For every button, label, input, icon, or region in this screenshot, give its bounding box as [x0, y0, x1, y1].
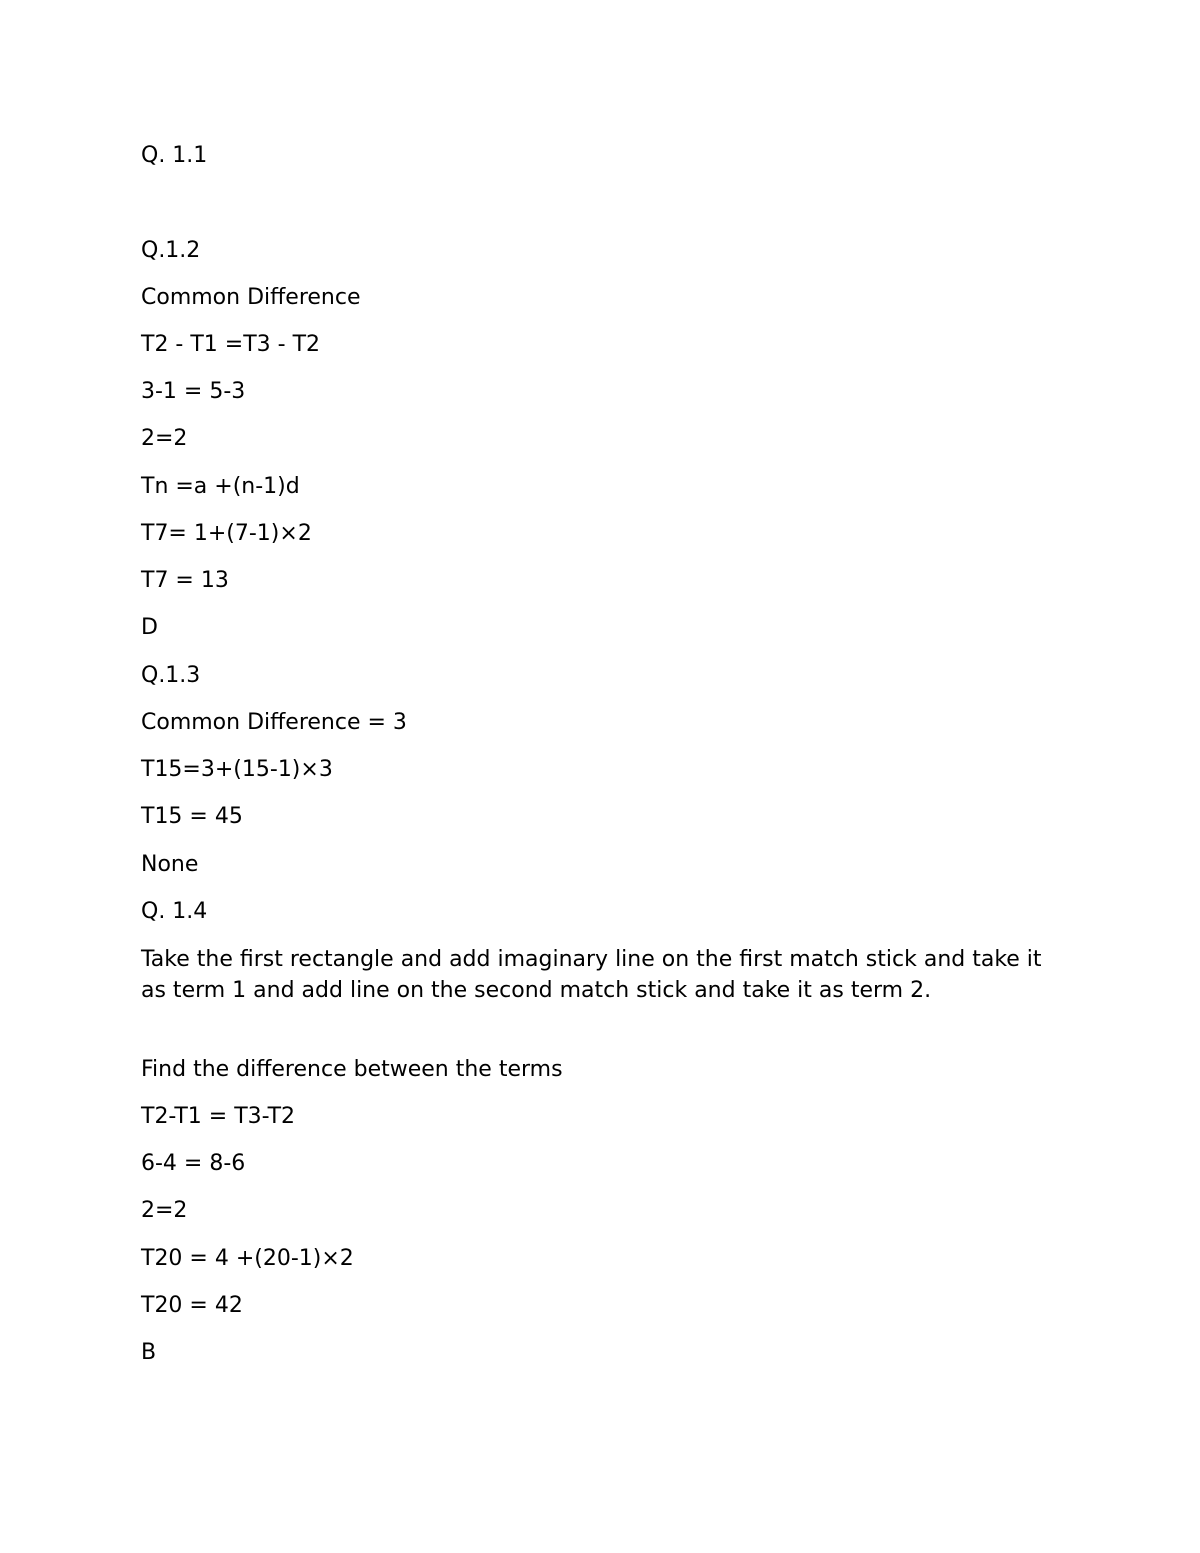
text-line: Find the difference between the terms: [141, 1057, 563, 1082]
question-1-3-heading: Q.1.3: [141, 663, 201, 688]
equation-line: T20 = 4 +(20-1)×2: [141, 1246, 354, 1271]
question-1-1-heading: Q. 1.1: [141, 143, 208, 168]
equation-line: T15=3+(15-1)×3: [141, 757, 333, 782]
instruction-paragraph: Take the first rectangle and add imaginary line on the first match stick and take it as term 1 and add line on the second match stick and take it as term 2.: [141, 947, 1042, 1003]
equation-line: 3-1 = 5-3: [141, 379, 246, 404]
equation-line: T7 = 13: [141, 568, 229, 593]
equation-line: 2=2: [141, 426, 188, 451]
question-1-2-heading: Q.1.2: [141, 238, 201, 263]
question-1-4-heading: Q. 1.4: [141, 899, 208, 924]
formula-line: Tn =a +(n-1)d: [141, 474, 300, 499]
answer-line: D: [141, 615, 158, 640]
equation-line: T15 = 45: [141, 804, 243, 829]
equation-line: 6-4 = 8-6: [141, 1151, 246, 1176]
equation-line: T2-T1 = T3-T2: [141, 1104, 295, 1129]
answer-line: B: [141, 1340, 157, 1365]
equation-line: T2 - T1 =T3 - T2: [141, 332, 321, 357]
equation-line: 2=2: [141, 1198, 188, 1223]
text-line: Common Difference: [141, 285, 361, 310]
equation-line: T7= 1+(7-1)×2: [141, 521, 312, 546]
answer-line: None: [141, 852, 199, 877]
text-line: Common Difference = 3: [141, 710, 407, 735]
equation-line: T20 = 42: [141, 1293, 243, 1318]
